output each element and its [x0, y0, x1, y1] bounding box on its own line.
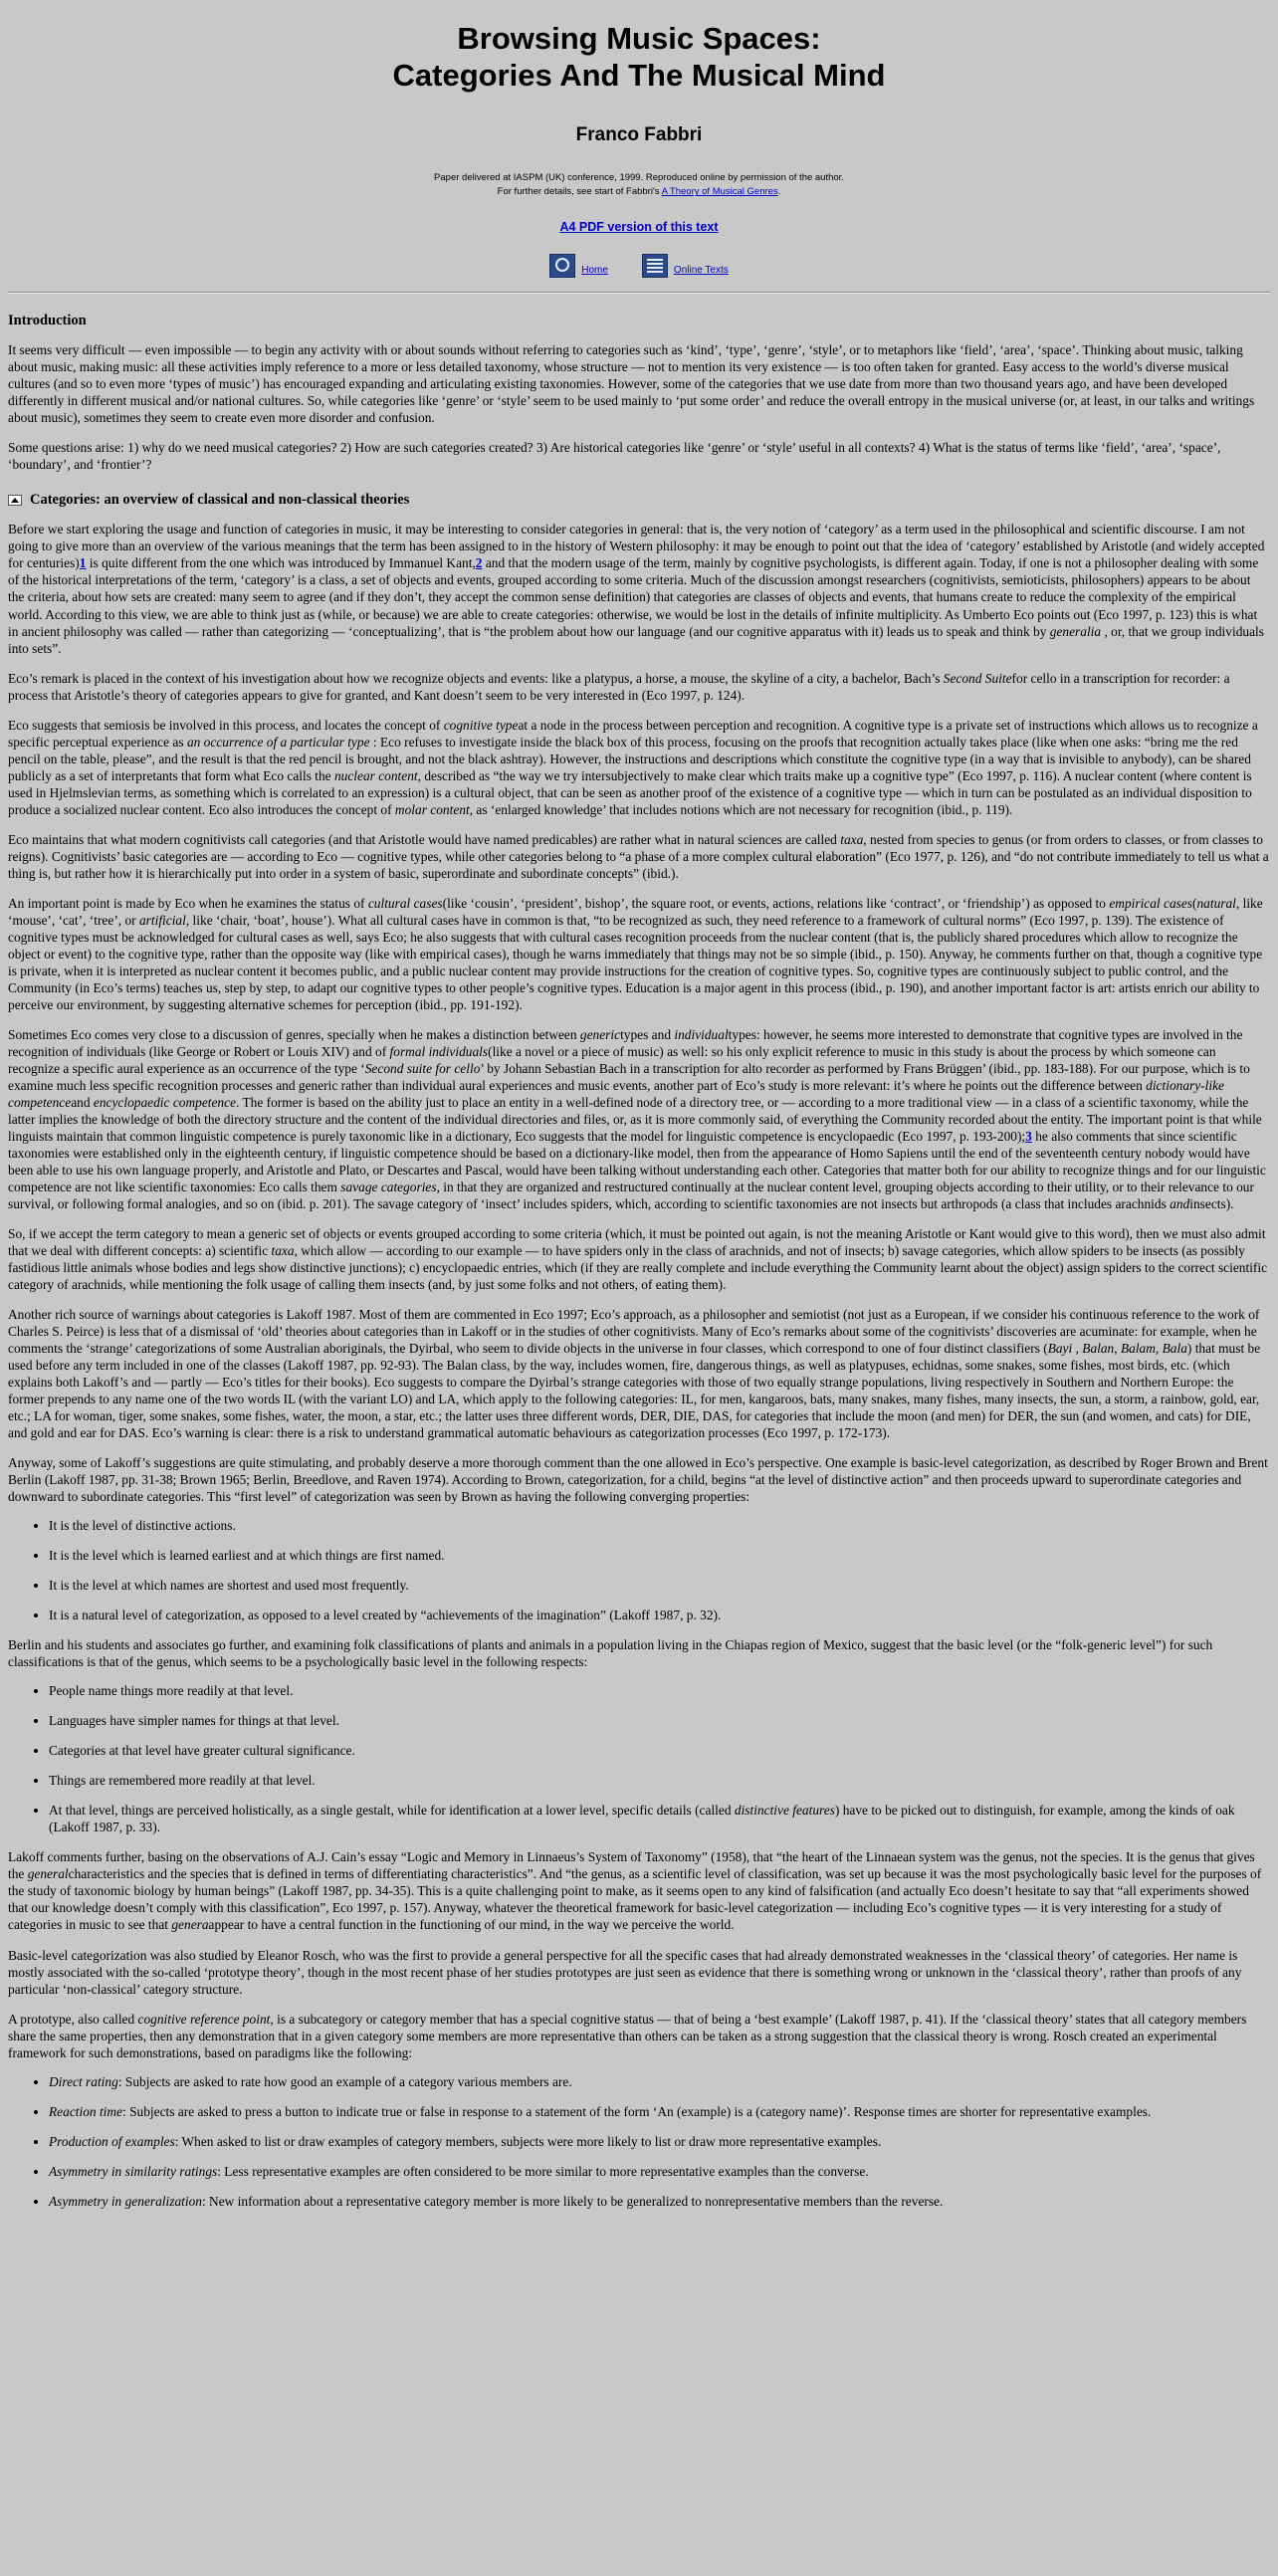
emphasis: an occurrence of a particular type: [186, 734, 370, 750]
categories-paragraph-1: [8, 521, 1270, 656]
text-run: is quite different from the one which was introduced by Immanuel Kant,: [86, 555, 476, 571]
intro-paragraph-1: It seems very difficult — even impossible — to begin any activity with or about sounds without referring to categories such as ‘kind’, ‘type’, ‘genre’, ‘style’, or to metaphors like ‘field’, ‘area’, ‘space’. Thinking about music, talking about music, making music: all these activities imply reference to a more or less detailed taxonomy, whose structure — not to mention its very existence — is too often taken for granted. Easy access to the world’s diverse musical cultures (and so to even more ‘types of music’) has encouraged expanding and articulating existing taxonomies. However, some of the categories that we use date from more than two thousand years ago, and have been developed differently in different musical and/or national cultures. So, while categories like ‘genre’ or ‘style’ seem to be used mainly to ‘put some order’ and reduce the overall entropy in the musical universe (or, at least, in our talks and writings about music), sometimes they seem to create even more disorder and confusion.: [8, 341, 1255, 425]
emphasis: Asymmetry in similarity ratings: [49, 2163, 218, 2179]
emphasis: and: [1170, 1195, 1190, 1211]
text-run: Eco maintains that what modern cognitivists call categories (and that Aristotle would have named predicables) are rather what in natural sciences are called: [8, 831, 841, 847]
text-run: ) have to be picked out to distinguish, for example, among the kinds of oak (Lakoff 1987, p. 33).: [49, 1803, 1235, 1835]
emphasis: savage categories: [340, 1179, 437, 1194]
back-to-top-icon[interactable]: [8, 495, 22, 506]
categories-paragraph-4: [8, 831, 1270, 882]
categories-section-heading: [8, 491, 1270, 509]
text-run: ’ by Johann Sebastian Bach in a transcription for alto recorder as performed by Frans Brüggen’ (ibid., pp. 183-188). For our purpose, which is to examine much less specific recognition processes and generic rather than individual aural experiences and music events, another part of Eco’s study is more relevant: it’s where he points out the difference between: [8, 1060, 1250, 1093]
emphasis: Reaction time: [49, 2103, 122, 2119]
text-run: he also comments that since scientific taxonomies were established only in the eighteenth century, if linguistic competence should be based on a dictionary-like model, then from the appearance of Homo Sapiens until the end of the seventeenth century nobody would have been able to use his own language properly, and Aristotle and Plato, or Descartes and Pascal, would have been talking without understanding each other. Categories that matter both for our ability to recognize things and for our linguistic competence are not like scientific taxonomies: Eco calls them: [8, 1128, 1266, 1194]
paper-title: [8, 20, 1270, 94]
categories-paragraph-8: [8, 1306, 1270, 1441]
theory-of-genres-link[interactable]: A Theory of Musical Genres: [661, 186, 778, 198]
emphasis: natural: [1196, 895, 1236, 911]
emphasis: artificial: [138, 912, 186, 928]
list-item: • Categories at that level have greater cultural significance.: [49, 1742, 1270, 1759]
list-item: • Things are remembered more readily at that level.: [49, 1772, 1270, 1789]
emphasis: distinctive features: [734, 1803, 835, 1819]
text-run: : Eco refuses to investigate inside the black box of this process, focusing on the proofs that recognition actually takes place (like when one asks: “bring me the red pencil on the table, please”, and the result is that the red pencil is brought, and not the black ashtray). However, the instructions and descriptions which constitute the cognitive type (in a way that is invisible to anybody), can be shared publicly as a set of interpretants that form what Eco calls the: [8, 734, 1251, 783]
list-item: [49, 2103, 1270, 2120]
categories-paragraph-11: [8, 1848, 1270, 1933]
text-run: and: [71, 1094, 94, 1110]
footnote-link-2[interactable]: 2: [475, 555, 483, 571]
introduction-heading: Introduction: [8, 312, 87, 328]
text-run: : When asked to list or draw examples of category members, subjects were more likely to list or draw more representative examples.: [174, 2133, 882, 2149]
categories-paragraph-7: [8, 1225, 1270, 1293]
home-icon[interactable]: [549, 254, 575, 278]
emphasis: molar content: [394, 801, 470, 817]
text-run: for cello in a transcription for recorder: a process that Aristotle’s theory of categories appears to give for granted, and Kant doesn’t seem to be very interested in (Eco 1997, p. 124).: [8, 670, 1230, 703]
emphasis: encyclopaedic competence: [93, 1094, 237, 1110]
categories-paragraph-9: Anyway, some of Lakoff’s suggestions are quite stimulating, and probably deserve a more thorough comment than the one allowed in Eco’s perspective. One example is basic-level categorization, as described by Roger Brown and Brent Berlin (Lakoff 1987, pp. 31-38; Brown 1965; Berlin, Breedlove, and Raven 1974). According to Brown, categorization, for a child, begins “at the level of distinctive action” and then proceeds upward to superordinate categories and downward to subordinate categories. This “first level” of categorization was seen by Brown as having the following converging properties:: [8, 1455, 1268, 1505]
text-run: and that the modern usage of the term, mainly by cognitive psychologists, is different again. Today, if one is not a philosopher dealing with some of the historical interpretations of the term, ‘category’ is a class, a set of objects and events, grouped according to some criteria. Much of the discussion amongst researchers (cognitivists, semioticists, philosophers) appears to be about the criteria, about how sets are created: many seem to agree (and if they don’t, they accept the common sense definition) that categories are classes of objects and events, that humans create to reduce the complexity of the empirical world. According to this view, we are able to think just as (while, or because) we are able to create categories: otherwise, we would be lost in the details of infinite multiplicity. As Umberto Eco points out (Eco 1997, p. 123) this is what in ancient philosophy was called — rather than categorizing — ‘conceptualizing’, that is “the problem about how our language (and our cognitive apparatus with it) leads us to speak and think by: [8, 555, 1259, 639]
list-item: [49, 2073, 1270, 2090]
brown-properties-list: [8, 1517, 1270, 1623]
list-item: [49, 2163, 1270, 2180]
text-run: , described as “the way we try intersubjectively to make clear which traits make up a cognitive type” (Eco 1997, p. 116). A nuclear content (where content is used in Hjelmslevian terms, as something which is correlated to an expression) is a cultural object, that can be seen as another proof of the existence of a cognitive type — which in turn can be postulated as an individual disposition to produce a socialized nuclear content. Eco also introduces the concept of: [8, 767, 1252, 817]
categories-paragraph-6: [8, 1026, 1270, 1212]
emphasis: Asymmetry in generalization: [49, 2193, 202, 2209]
text-run: , as ‘enlarged knowledge’ that includes notions which are not necessary for recognition (ibid., p. 119).: [469, 801, 1013, 817]
details-note-suffix: .: [777, 186, 781, 198]
text-run: At that level, things are perceived holistically, as a single gestalt, while for identification at a lower level, specific details (called: [49, 1803, 735, 1819]
rosch-paradigms-list: [8, 2073, 1270, 2210]
page: [0, 20, 1278, 2210]
text-run: insects).: [1189, 1195, 1234, 1211]
footnote-link-3[interactable]: 3: [1025, 1128, 1032, 1144]
text-run: at a node in the process between perception and recognition. A cognitive type is a private set of instructions which allows us to recognize a specific perceptual experience as: [8, 717, 1258, 750]
text-run: An important point is made by Eco when he examines the status of: [8, 895, 368, 911]
pdf-version-link[interactable]: A4 PDF version of this text: [559, 219, 719, 234]
text-run: So, if we accept the term category to mean a generic set of objects or events grouped according to some criteria (which, it must be pointed out again, is not the meaning Aristotle or Kant would give to this word), then we must also admit that we deal with different concepts: a) scientific: [8, 1226, 1266, 1259]
categories-heading-text: Categories: an overview of classical and non-classical theories: [30, 492, 410, 509]
text-run: , which allow — according to our example — to have spiders only in the class of arachnids, and not of insects; b) savage categories, which allow spiders to be insects (as possibly fastidious little animals whose bodies and legs show distinctive junctions); c) encyclopaedic entries, which (if they are really complete and include everything the Community learnt about the object) assign spiders to the correct scientific category of arachnids, while mentioning the folk usage of calling them insects (and, by just some folks and not others, of eating them).: [8, 1243, 1268, 1293]
text-run: : New information about a representative category member is more likely to be generalized to nonrepresentative members than the reverse.: [201, 2193, 944, 2209]
nav-home[interactable]: [549, 254, 608, 278]
emphasis: empirical cases: [1109, 895, 1192, 911]
list-item: • It is the level which is learned earliest and at which things are first named.: [49, 1547, 1270, 1564]
categories-paragraph-10: Berlin and his students and associates go further, and examining folk classifications of plants and animals in a population living in the Chiapas region of Mexico, suggest that the basic level (or the “folk-generic level”) for such classifications is that of the genus, which seems to be a psychologically basic level in the following respects:: [8, 1637, 1213, 1670]
categories-paragraph-13: [8, 2011, 1270, 2061]
list-item: [49, 1802, 1270, 1835]
text-run: ) that must be used before any term included in one of the classes (Lakoff 1987, pp. 92-93). The Balan class, by the way, includes women, fire, dangerous things, as well as platypuses, echidnas, some snakes, some fishes, most birds, etc. (which explains both Lakoff’s and — partly — Eco’s titles for their books). Eco suggests to compare the Dyirbal’s strange categories with those of two equally strange populations, living respectively in Southern and Northern Europe: the former prepends to any name one of the two words IL (with the variant LO) and LA, which apply to the following categories: IL, for men, kangaroos, bats, many snakes, many fishes, many insects, the sun, a storm, a rainbow, gold, ear, etc.; LA for woman, tiger, some snakes, some fishes, water, the moon, a star, etc.; the latter uses three different words, DER, DIE, DAS, for categories that include the moon (and men) for DER, the sun (and women, and cats) for DIE, and gold and ear for DAS. Eco’s warning is clear: there is a risk to understand grammatical automatic behaviours as categorization processes (Eco 1997, p. 172-173).: [8, 1341, 1261, 1441]
text-run: Lakoff comments further, basing on the observations of A.J. Cain’s essay “Logic and Memory in Linnaeus’s System of Taxonomy” (1958), that “the heart of the Linnaean system was the genus, not the species. It is the genus that gives the: [8, 1849, 1255, 1882]
list-item: • It is a natural level of categorization, as opposed to a level created by “achievements of the imagination” (Lakoff 1987, p. 32).: [49, 1607, 1270, 1623]
text-run: types and: [620, 1026, 675, 1042]
text-run: , in that they are organized and restructured continually at the nuclear content level, grouping objects according to their utility, or to their relevance to our survival, or following formal analogies, and so on (ibid. p. 201). The savage category of ‘insect’ includes spiders, which, according to scientific taxonomies are not insects but arthropods (a class that includes arachnids: [8, 1179, 1254, 1211]
text-run: appear to have a central function in the functioning of our mind, in the way we perceive the world.: [208, 1917, 735, 1933]
list-item: • It is the level of distinctive actions.: [49, 1517, 1270, 1534]
text-run: , is a subcategory or category member that has a special cognitive status — that of being a ‘best example’ (Lakoff 1987, p. 41). If the ‘classical theory’ states that all category members share the same properties, then any demonstration that in a given category some members are more representative than others can be taken as a strong suggestion that the classical theory is wrong. Rosch created an experimental framework for such demonstrations, based on paradigms like the following:: [8, 2011, 1247, 2060]
list-item: • It is the level at which names are shortest and used most frequently.: [49, 1577, 1270, 1594]
title-line-1: Browsing Music Spaces:: [457, 21, 821, 56]
emphasis: Second Suite: [943, 670, 1012, 686]
text-run: : Subjects are asked to press a button to indicate true or false in response to a statement of the form ‘An (example) is a (category name)’. Response times are shorter for representative examples.: [122, 2103, 1152, 2119]
title-line-2: Categories And The Musical Mind: [392, 58, 886, 93]
text-run: (like a novel or a piece of music) as well: so his only explicit reference to music in this study is about the process by which someone can recognize a specific aural experience as an occurrence of the type ‘: [8, 1043, 1216, 1076]
list-item: [49, 2193, 1270, 2210]
emphasis: genera: [171, 1917, 209, 1933]
emphasis: cognitive type: [443, 717, 519, 733]
emphasis: cultural cases: [367, 895, 443, 911]
footnote-link-1[interactable]: 1: [79, 555, 87, 571]
categories-paragraph-3: [8, 717, 1270, 818]
list-item: [49, 2133, 1270, 2150]
online-texts-icon[interactable]: [642, 254, 668, 278]
emphasis: generic: [579, 1026, 621, 1042]
nav-row: [8, 254, 1270, 278]
emphasis: Direct rating: [49, 2073, 118, 2089]
emphasis: generalia: [1049, 623, 1102, 639]
text-run: Another rich source of warnings about categories is Lakoff 1987. Most of them are commented in Eco 1997; Eco’s approach, as a philosopher and semiotist (not just as a European, if we consider his continuous reference to the work of Charles S. Peirce) is less that of a dismissal of ‘old’ theories about categories than in Lakoff or in the studies of other cognitivists. Many of Eco’s remarks about some of the cognitivists’ discoveries are acuminate: for example, when he comments the ‘strange’ categorizations of some Australian aboriginals, the Dyirbal, who seem to divide objects in the universe in four classes, which correspond to one of four distinct classifiers (: [8, 1307, 1260, 1357]
pdf-link-container: [8, 220, 1270, 236]
emphasis: formal individuals: [389, 1043, 489, 1059]
text-run: : Subjects are asked to rate how good an example of a category various members are.: [117, 2073, 572, 2089]
text-run: types: however, he seems more interested to demonstrate that cognitive types are involved in the recognition of individuals (like George or Robert or Louis XIV) and of: [8, 1026, 1243, 1059]
emphasis: general: [27, 1866, 69, 1882]
text-run: characteristics and the species that is defined in terms of differentiating characteristics”. And “the genus, as a scientific level of classification, was set up because it was the most psychologically basic level for the purposes of the study of taxonomic biology by human beings” (Lakoff 1987, pp. 34-35). This is a quite challenging point to make, as it seems open to any kind of falsification (and actually Eco doesn’t hesitate to say that “all experiments showed that our knowledge doesn’t comply with this classification”, Eco 1997, p. 157). Anyway, whatever the theoretical framework for basic-level categorization — including Eco’s cognitive types — it is very interesting for a study of categories in music to see that: [8, 1866, 1262, 1933]
details-note: [8, 185, 1270, 199]
categories-paragraph-12: Basic-level categorization was also studied by Eleanor Rosch, who was the first to provide a general perspective for all the specific cases that had already demonstrated weaknesses in the ‘classical theory’ of categories. Her name is mostly associated with the so-called ‘prototype theory’, though in the most recent phase of her studies prototypes are just seen as evidence that there is something wrong or unknown in the ‘classical theory’, rather than proofs of any particular ‘non-classical’ category structure.: [8, 1947, 1242, 1997]
emphasis: dictionary-like competence: [8, 1077, 1224, 1110]
emphasis: Production of examples: [49, 2133, 175, 2149]
text-run: , like ‘mouse’, ‘cat’, ‘tree’, or: [8, 895, 1263, 928]
text-run: , like ‘chair, ‘boat’, house’). What all cultural cases have in common is that, “to be recognized as such, they need reference to a framework of cultural norms” (Eco 1997, p. 139). The existence of cognitive types must be acknowledged for cultural cases as well, says Eco; he also suggests that with cultural cases recognition proceeds from the nuclear content (that is, the publicly shared procedures which allow to recognize the object or event) to the cognitive type, rather than the opposite way (like with empirical cases), though he warns immediately that things may not be so simple (ibid., p. 150). Anyway, he comments further on that, though a cognitive type is private, when it is interpreted as nuclear content it becomes public, and a public nuclear content may provide instructions for the creation of cognitive types. So, cognitive types are continuously subject to public control, and the Community (in Eco’s terms) teaches us, step by step, to adapt our cognitive types to other people’s cognitive types. Education is a major agent in this process (ibid., p. 190), and another important factor is art: artists enrich our ability to perceive our environment, by suggesting alternative schemes for perception (ibid., pp. 191-192).: [8, 912, 1263, 1012]
text-run: Eco suggests that semiosis be involved in this process, and locates the concept of: [8, 717, 444, 733]
emphasis: individual: [674, 1026, 729, 1042]
emphasis: Bayi , Balan, Balam, Bala: [1047, 1341, 1187, 1357]
emphasis: Second suite for cello: [364, 1060, 481, 1076]
header-divider: [8, 292, 1270, 294]
intro-paragraph-2: Some questions arise: 1) why do we need musical categories? 2) How are such categories created? 3) Are historical categories like ‘genre’ or ‘style’ useful in all contexts? 4) What is the status of terms like ‘field’, ‘area’, ‘space’, ‘boundary’, and ‘frontier’?: [8, 439, 1221, 472]
home-link[interactable]: Home: [581, 264, 608, 276]
conference-note: Paper delivered at IASPM (UK) conference, 1999. Reproduced online by permission of the author.: [434, 172, 844, 184]
categories-paragraph-5: [8, 895, 1270, 1013]
text-run: Sometimes Eco comes very close to a discussion of genres, specially when he makes a distinction between: [8, 1026, 580, 1042]
text-run: : Less representative examples are often considered to be more similar to more representative examples than the converse.: [217, 2163, 869, 2179]
text-run: (like ‘cousin’, ‘president’, bishop’, the square root, or events, actions, relations like ‘contract’, or ‘friendship’) as opposed to: [442, 895, 1110, 911]
text-run: Eco’s remark is placed in the context of his investigation about how we recognize objects and events: like a platypus, a horse, a mouse, the skyline of a city, a bachelor, Bach’s: [8, 670, 944, 686]
details-note-prefix: For further details, see start of Fabbri's: [497, 186, 662, 198]
text-run: , or, that we group individuals into sets”.: [8, 623, 1264, 656]
list-item: • Languages have simpler names for things at that level.: [49, 1712, 1270, 1729]
nav-online-texts[interactable]: [642, 254, 729, 278]
text-run: Before we start exploring the usage and function of categories in music, it may be interesting to consider categories in general: that is, the very notion of ‘category’ as a term used in the philosophical and scientific discourse. I am not going to give more than an overview of the various meanings that the term has been assigned to in the history of Western philosophy: it may be enough to point out that the idea of ‘category’ established by Aristotle (and widely accepted for centuries): [8, 522, 1265, 571]
online-texts-link[interactable]: Online Texts: [673, 264, 729, 276]
berlin-properties-list: [8, 1682, 1270, 1835]
text-run: A prototype, also called: [8, 2011, 138, 2027]
emphasis: nuclear content: [333, 767, 418, 783]
author-name: Franco Fabbri: [575, 124, 703, 145]
text-run: (: [1192, 895, 1197, 911]
text-run: , nested from species to genus (or from orders to classes, or from classes to reigns). Cognitivists’ basic categories are — according to Eco — cognitive types, while other categories belong to “a phase of a more complex cultural elaboration” (Eco 1977, p. 126), and “do not contribute immediately to tell us what a thing is, but rather how it is hierarchically put into order in a system of basic, superordinate and subordinate concepts” (ibid.).: [8, 831, 1269, 881]
list-item: • People name things more readily at that level.: [49, 1682, 1270, 1699]
emphasis: taxa: [840, 831, 864, 847]
categories-paragraph-2: [8, 670, 1270, 704]
text-run: . The former is based on the ability just to place an entity in a well-defined node of a directory tree, or — according to a more traditional view — in a class of a scientific taxonomy, while the latter implies the knowledge of both the directory structure and the content of the individual directories and files, or, as it is more commonly said, of everything the Community recorded about the entity. The important point is that while linguists maintain that common linguistic competence is purely taxonomic like in a dictionary, Eco suggests that the model for linguistic competence is encyclopaedic (Eco 1997, p. 193-200);: [8, 1094, 1262, 1144]
emphasis: cognitive reference point: [137, 2011, 271, 2027]
emphasis: taxa: [271, 1243, 295, 1259]
